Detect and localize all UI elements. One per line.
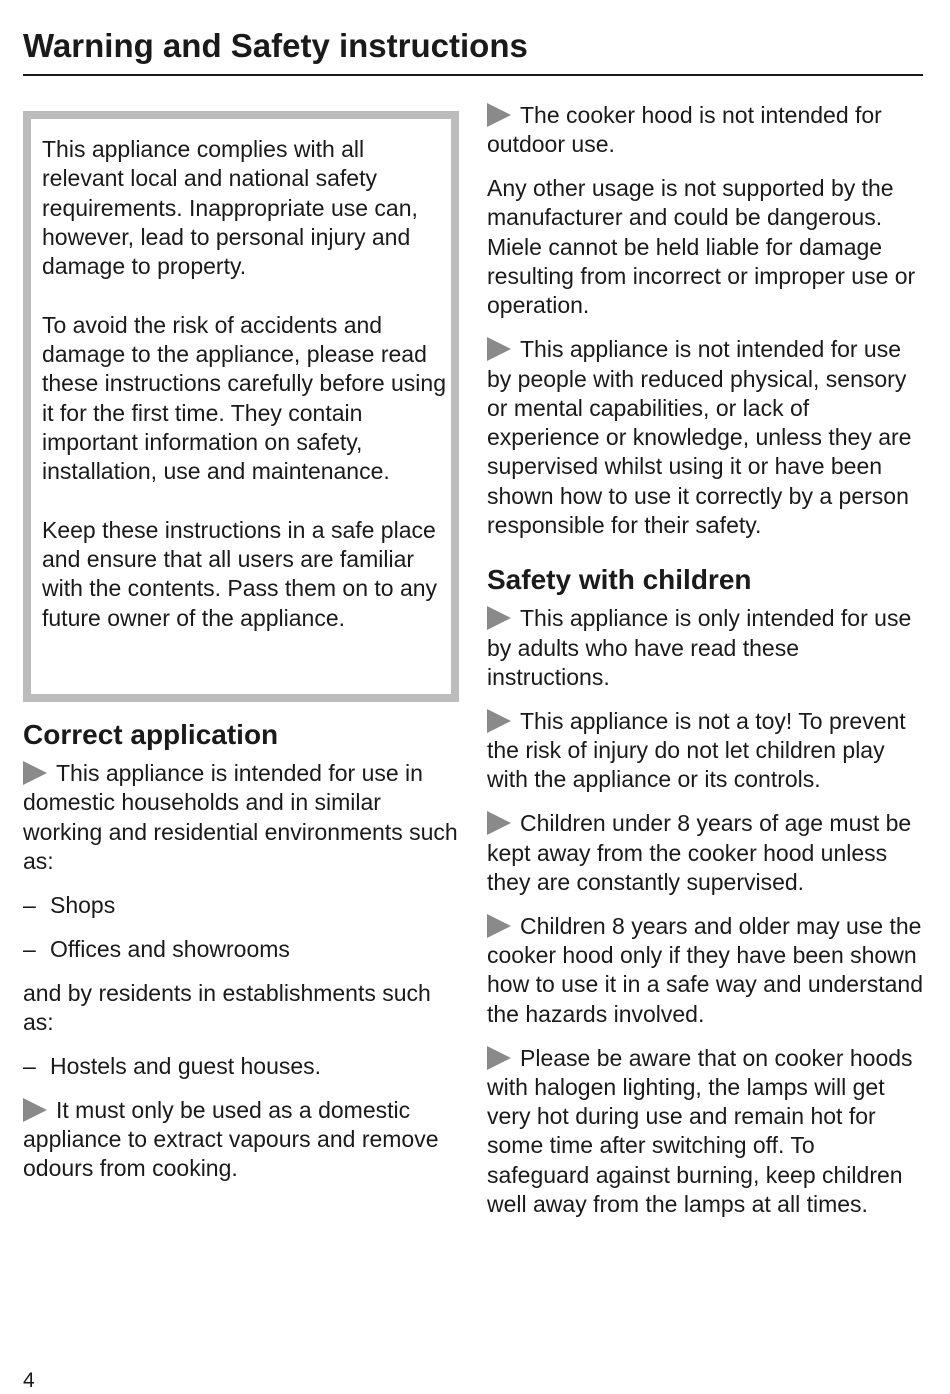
- dash-bullet: –: [23, 891, 36, 918]
- notice-paragraph-compliance: This appliance complies with all relevant local and national safety requirements. Inappropriate use can, however, lead to personal injury and damage to property.: [42, 136, 418, 280]
- dash-bullet: –: [23, 935, 36, 962]
- reduced-capabilities-item: [487, 335, 923, 540]
- list-item: [23, 1052, 459, 1081]
- children-item: [487, 809, 923, 897]
- triangle-arrow-icon: [487, 914, 511, 938]
- triangle-arrow-icon: [487, 811, 511, 835]
- triangle-arrow-icon: [487, 337, 511, 361]
- outdoor-use-text: The cooker hood is not intended for outdoor use.: [487, 102, 882, 158]
- domestic-only-item: [23, 1096, 459, 1184]
- right-column: [487, 101, 923, 1234]
- reduced-capabilities-text: This appliance is not intended for use by people with reduced physical, sensory or mental capabilities, or lack of experience or knowledge, unless they are supervised whilst using it or have been shown how to use it correctly by a person responsible for their safety.: [487, 336, 912, 539]
- other-usage-text: Any other usage is not supported by the manufacturer and could be dangerous. Miele cannot be held liable for damage resulting from incorrect or improper use or operation.: [487, 175, 916, 319]
- domestic-only-text: It must only be used as a domestic appliance to extract vapours and remove odours from cooking.: [23, 1096, 439, 1182]
- children-item: [487, 1044, 923, 1220]
- children-item-text: Children under 8 years of age must be kept away from the cooker hood unless they are constantly supervised.: [487, 810, 912, 895]
- children-item-text: Children 8 years and older may use the cooker hood only if they have been shown how to use it in a safe way and understand the hazards involved.: [487, 912, 924, 1027]
- list-item-text: Hostels and guest houses.: [50, 1052, 322, 1079]
- list-item-text: Shops: [50, 891, 116, 918]
- triangle-arrow-icon: [487, 709, 511, 733]
- left-column: [23, 717, 459, 1198]
- triangle-arrow-icon: [23, 1098, 47, 1122]
- children-item: [487, 912, 923, 1029]
- children-item: [487, 707, 923, 795]
- page-title: Warning and Safety instructions: [23, 27, 528, 64]
- notice-paragraph-keep-instructions: Keep these instructions in a safe place and ensure that all users are familiar with the contents. Pass them on to any future owner of the appliance.: [42, 516, 438, 631]
- safety-with-children-heading: Safety with children: [487, 564, 752, 596]
- children-item-text: Please be aware that on cooker hoods with halogen lighting, the lamps will get very hot during use and remain hot for some time after switching off. To safeguard against burning, keep children well away from the lamps at all times.: [487, 1044, 913, 1218]
- residents-connector-text: and by residents in establishments such as:: [23, 979, 431, 1035]
- children-item: [487, 604, 923, 692]
- triangle-arrow-icon: [487, 1046, 511, 1070]
- list-item: [23, 891, 459, 920]
- intended-use-text: This appliance is intended for use in domestic households and in similar working and residential environments such as:: [23, 760, 458, 874]
- title-divider: [23, 74, 923, 76]
- intended-use-item: [23, 759, 459, 876]
- list-item: [23, 935, 459, 964]
- triangle-arrow-icon: [23, 761, 47, 785]
- outdoor-use-item: [487, 101, 923, 160]
- children-item-text: This appliance is only intended for use by adults who have read these instructions.: [487, 605, 912, 690]
- notice-paragraph-read-instructions: To avoid the risk of accidents and damage to the appliance, please read these instructions carefully before using it for the first time. They contain important information on safety, installation, use and maintenance.: [42, 311, 446, 485]
- safety-notice-box: [23, 111, 459, 702]
- dash-bullet: –: [23, 1052, 36, 1079]
- children-item-text: This appliance is not a toy! To prevent the risk of injury do not let children play with the appliance or its controls.: [487, 707, 906, 793]
- triangle-arrow-icon: [487, 103, 511, 127]
- correct-application-heading: Correct application: [23, 719, 279, 750]
- triangle-arrow-icon: [487, 606, 511, 630]
- page-number: 4: [23, 1369, 35, 1392]
- list-item-text: Offices and showrooms: [50, 935, 290, 962]
